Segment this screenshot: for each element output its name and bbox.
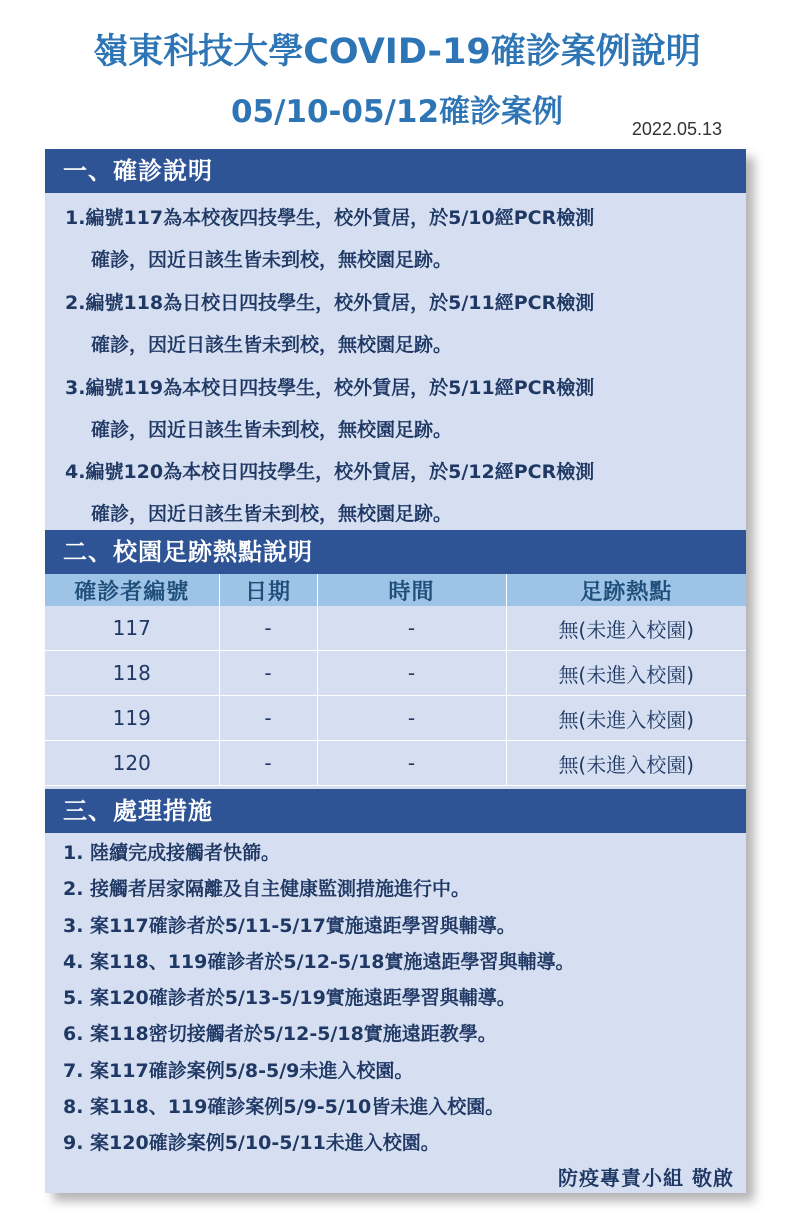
case-line: 1.編號117為本校夜四技學生，校外賃居，於5/10經PCR檢測 xyxy=(65,207,595,229)
table-cell: 119 xyxy=(45,696,219,741)
table-cell: - xyxy=(317,651,506,696)
table-cell: - xyxy=(219,741,317,786)
case-line: 確診，因近日該生皆未到校，無校園足跡。 xyxy=(91,249,453,271)
case-line: 3.編號119為本校日四技學生，校外賃居，於5/11經PCR檢測 xyxy=(65,377,595,399)
list-item: 1. 陸續完成接觸者快篩。 xyxy=(63,842,281,864)
publish-date: 2022.05.13 xyxy=(631,119,722,139)
list-item: 5. 案120確診者於5/13-5/19實施遠距學習與輔導。 xyxy=(63,987,516,1010)
case-description xyxy=(65,197,594,281)
column-header: 足跡熱點 xyxy=(506,574,746,606)
table-cell: 117 xyxy=(45,606,219,651)
list-item: 3. 案117確診者於5/11-5/17實施遠距學習與輔導。 xyxy=(63,914,516,937)
table-cell: 無(未進入校園) xyxy=(506,651,746,696)
notice-card xyxy=(45,149,746,1193)
page-title: 嶺東科技大學COVID-19確診案例說明 xyxy=(93,32,701,72)
list-item: 4. 案118、119確診者於5/12-5/18實施遠距學習與輔導。 xyxy=(63,950,575,973)
case-line: 2.編號118為日校日四技學生，校外賃居，於5/11經PCR檢測 xyxy=(65,292,595,314)
case-line: 確診，因近日該生皆未到校，無校園足跡。 xyxy=(91,334,453,356)
table-row xyxy=(45,651,746,696)
column-header: 日期 xyxy=(219,574,317,606)
table-cell: - xyxy=(317,696,506,741)
table-cell: - xyxy=(219,606,317,651)
table-cell: 無(未進入校園) xyxy=(506,696,746,741)
section-heading-diagnosis: 一、確診說明 xyxy=(45,149,746,193)
table-cell: - xyxy=(317,606,506,651)
case-description xyxy=(65,367,594,451)
table-row xyxy=(45,606,746,651)
list-item: 6. 案118密切接觸者於5/12-5/18實施遠距教學。 xyxy=(63,1023,497,1046)
table-cell: - xyxy=(219,651,317,696)
column-header: 確診者編號 xyxy=(45,574,219,606)
table-cell: - xyxy=(219,696,317,741)
table-row xyxy=(45,696,746,741)
page-subtitle: 05/10-05/12確診案例 xyxy=(230,94,564,130)
table-cell: - xyxy=(317,741,506,786)
list-item: 9. 案120確診案例5/10-5/11未進入校園。 xyxy=(63,1132,440,1155)
section-heading-footprint: 二、校園足跡熱點說明 xyxy=(45,530,746,574)
table-header-row xyxy=(45,574,746,606)
measures-list xyxy=(63,835,574,1162)
case-description xyxy=(65,451,594,535)
signature: 防疫專責小組 敬啟 xyxy=(558,1166,734,1190)
case-line: 確診，因近日該生皆未到校，無校園足跡。 xyxy=(91,503,453,525)
column-header: 時間 xyxy=(317,574,506,606)
footprint-table xyxy=(45,574,746,786)
case-line: 4.編號120為本校日四技學生，校外賃居，於5/12經PCR檢測 xyxy=(65,461,595,483)
list-item: 2. 接觸者居家隔離及自主健康監測措施進行中。 xyxy=(63,878,471,901)
case-description xyxy=(65,282,594,366)
table-cell: 120 xyxy=(45,741,219,786)
case-line: 確診，因近日該生皆未到校，無校園足跡。 xyxy=(91,419,453,441)
section-heading-measures: 三、處理措施 xyxy=(45,789,746,833)
table-row xyxy=(45,741,746,786)
table-cell: 無(未進入校園) xyxy=(506,606,746,651)
list-item: 8. 案118、119確診案例5/9-5/10皆未進入校園。 xyxy=(63,1096,505,1119)
table-cell: 無(未進入校園) xyxy=(506,741,746,786)
list-item: 7. 案117確診案例5/8-5/9未進入校園。 xyxy=(63,1059,414,1082)
table-cell: 118 xyxy=(45,651,219,696)
